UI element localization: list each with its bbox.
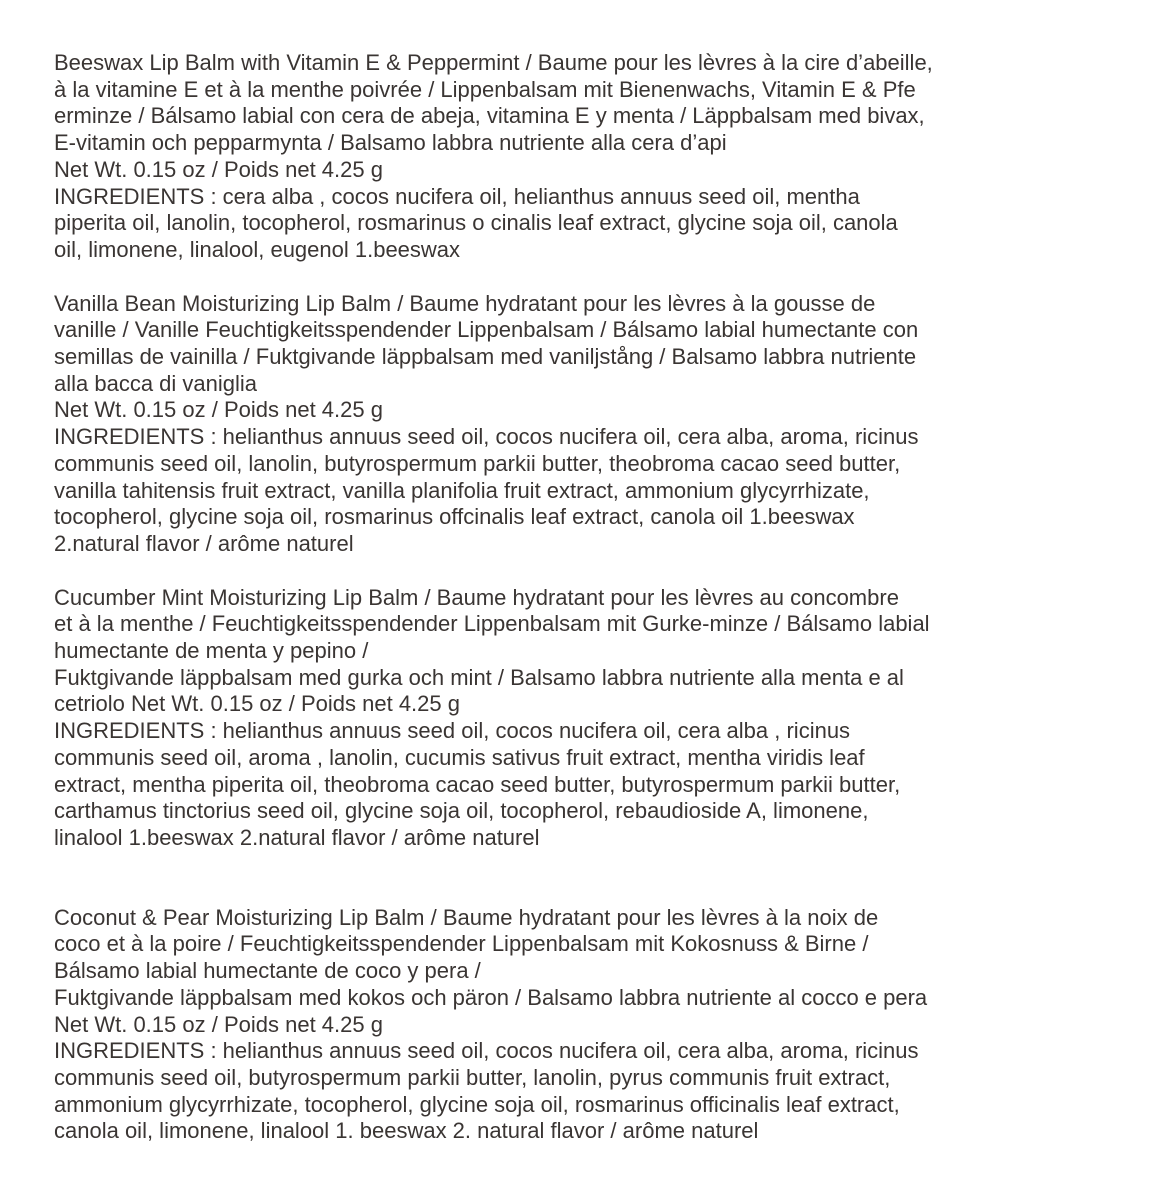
ingredients-line: ammonium glycyrrhizate, tocopherol, glycine soja oil, rosmarinus officinalis leaf extract, — [54, 1091, 900, 1117]
ingredients-line: canola oil, limonene, linalool 1. beeswax 2. natural flavor / arôme naturel — [54, 1118, 759, 1144]
net-weight: Net Wt. 0.15 oz / Poids net 4.25 g — [54, 156, 383, 182]
ingredients-line: communis seed oil, lanolin, butyrospermum parkii butter, theobroma cacao seed butter, — [54, 450, 901, 476]
ingredients-line: communis seed oil, aroma , lanolin, cucumis sativus fruit extract, mentha viridis leaf — [54, 744, 865, 770]
product-name-line: semillas de vainilla / Fuktgivande läppbalsam med vaniljstång / Balsamo labbra nutriente — [54, 344, 917, 370]
section-spacer — [54, 852, 1154, 905]
product-name-line: Cucumber Mint Moisturizing Lip Balm / Baume hydratant pour les lèvres au concombre — [54, 584, 899, 610]
ingredients-line: piperita oil, lanolin, tocopherol, rosmarinus o cinalis leaf extract, glycine soja oil, canola — [54, 210, 898, 236]
product-name-line: humectante de menta y pepino / — [54, 638, 369, 664]
ingredients-line: INGREDIENTS : helianthus annuus seed oil, cocos nucifera oil, cera alba, aroma, ricinus — [54, 424, 919, 450]
product-name-line: Fuktgivande läppbalsam med gurka och mint / Balsamo labbra nutriente alla menta e al — [54, 664, 904, 690]
product-name-line: Bálsamo labial humectante de coco y pera / — [54, 958, 481, 984]
product-name-line: vanille / Vanille Feuchtigkeitsspendender Lippenbalsam / Bálsamo labial humectante con — [54, 317, 919, 343]
ingredients-line: INGREDIENTS : helianthus annuus seed oil, cocos nucifera oil, cera alba , ricinus — [54, 718, 851, 744]
product-coconut-pear-lip-balm — [54, 905, 1154, 1145]
net-weight: cetriolo Net Wt. 0.15 oz / Poids net 4.25 g — [54, 691, 460, 717]
ingredients-line: tocopherol, glycine soja oil, rosmarinus offcinalis leaf extract, canola oil 1.beeswax — [54, 504, 855, 530]
product-name-line: erminze / Bálsamo labial con cera de abeja, vitamina E y menta / Läppbalsam med bivax, — [54, 103, 925, 129]
ingredients-line: communis seed oil, butyrospermum parkii butter, lanolin, pyrus communis fruit extract, — [54, 1064, 891, 1090]
product-name-line: à la vitamine E et à la menthe poivrée / Lippenbalsam mit Bienenwachs, Vitamin E & Pfe — [54, 76, 916, 102]
ingredients-line: INGREDIENTS : cera alba , cocos nucifera oil, helianthus annuus seed oil, mentha — [54, 183, 860, 209]
product-beeswax-lip-balm — [54, 50, 1154, 264]
product-name-line: coco et à la poire / Feuchtigkeitsspendender Lippenbalsam mit Kokosnuss & Birne / — [54, 931, 869, 957]
ingredients-line: 2.natural flavor / arôme naturel — [54, 530, 354, 556]
product-name-line: Coconut & Pear Moisturizing Lip Balm / Baume hydratant pour les lèvres à la noix de — [54, 904, 879, 930]
product-name-line: E-vitamin och pepparmynta / Balsamo labbra nutriente alla cera d’api — [54, 130, 727, 156]
ingredients-line: carthamus tinctorius seed oil, glycine soja oil, tocopherol, rebaudioside A, limonene, — [54, 798, 869, 824]
ingredients-line: INGREDIENTS : helianthus annuus seed oil, cocos nucifera oil, cera alba, aroma, ricinus — [54, 1038, 919, 1064]
ingredients-line: oil, limonene, linalool, eugenol 1.beeswax — [54, 236, 461, 262]
product-name-line: Vanilla Bean Moisturizing Lip Balm / Baume hydratant pour les lèvres à la gousse de — [54, 290, 876, 316]
product-label-document — [54, 50, 1154, 1145]
product-cucumber-mint-lip-balm — [54, 585, 1154, 852]
section-spacer — [54, 264, 1154, 291]
net-weight: Net Wt. 0.15 oz / Poids net 4.25 g — [54, 1011, 383, 1037]
product-name-line: Fuktgivande läppbalsam med kokos och päron / Balsamo labbra nutriente al cocco e pera — [54, 984, 928, 1010]
net-weight: Net Wt. 0.15 oz / Poids net 4.25 g — [54, 397, 383, 423]
ingredients-line: linalool 1.beeswax 2.natural flavor / arôme naturel — [54, 824, 540, 850]
product-name-line: Beeswax Lip Balm with Vitamin E & Peppermint / Baume pour les lèvres à la cire d’abeille, — [54, 50, 933, 75]
product-name-line: alla bacca di vaniglia — [54, 370, 258, 396]
ingredients-line: vanilla tahitensis fruit extract, vanilla planifolia fruit extract, ammonium glycyrrhizate, — [54, 477, 870, 503]
ingredients-line: extract, mentha piperita oil, theobroma cacao seed butter, butyrospermum parkii butter, — [54, 771, 901, 797]
section-spacer — [54, 558, 1154, 585]
product-vanilla-bean-lip-balm — [54, 291, 1154, 558]
product-name-line: et à la menthe / Feuchtigkeitsspendender Lippenbalsam mit Gurke-minze / Bálsamo labial — [54, 611, 930, 637]
